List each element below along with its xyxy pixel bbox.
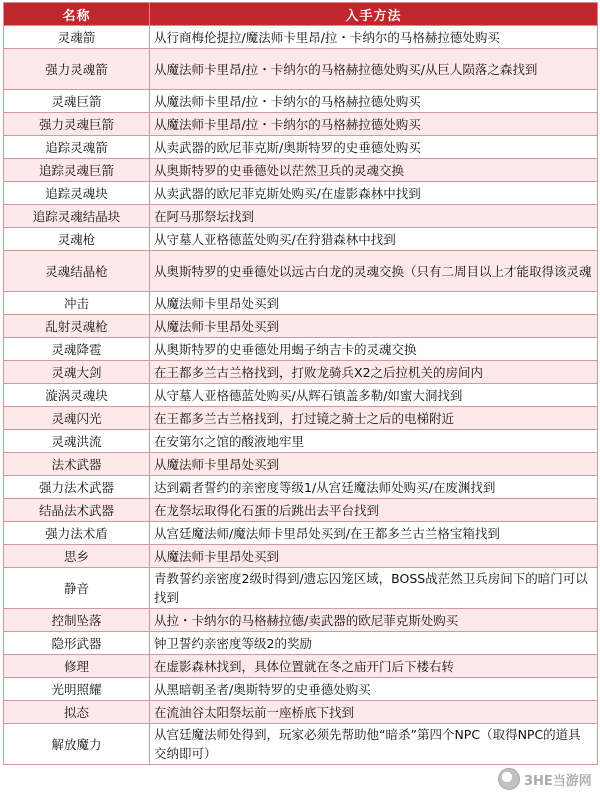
spell-name-cell: 乱射灵魂枪 xyxy=(4,315,150,338)
table-row xyxy=(4,26,598,49)
spell-name-cell: 强力法术武器 xyxy=(4,476,150,499)
table-row xyxy=(4,499,598,522)
column-header-method: 入手方法 xyxy=(150,3,598,26)
table-row xyxy=(4,724,598,765)
spell-name-cell: 结晶法术武器 xyxy=(4,499,150,522)
spell-name-cell: 灵魂巨箭 xyxy=(4,90,150,113)
acquisition-method-cell: 从魔法师卡里昂处买到 xyxy=(150,292,598,315)
table-row xyxy=(4,678,598,701)
spell-name-cell: 解放魔力 xyxy=(4,724,150,765)
acquisition-method-cell: 从行商梅伦提拉/魔法师卡里昂/拉・卡纳尔的马格赫拉德处购买 xyxy=(150,26,598,49)
spell-acquisition-table xyxy=(3,2,598,765)
table-row xyxy=(4,632,598,655)
acquisition-method-cell: 从魔法师卡里昂处买到 xyxy=(150,453,598,476)
spell-name-cell: 灵魂洪流 xyxy=(4,430,150,453)
table-row xyxy=(4,568,598,609)
acquisition-method-cell: 在龙祭坛取得化石蛋的后跳出去平台找到 xyxy=(150,499,598,522)
table-row xyxy=(4,136,598,159)
spell-name-cell: 拟态 xyxy=(4,701,150,724)
table-row xyxy=(4,545,598,568)
acquisition-method-cell: 青教誓约亲密度2级时得到/遗忘囚笼区域，BOSS战茫然卫兵房间下的暗门可以找到 xyxy=(150,568,598,609)
acquisition-method-cell: 从魔法师卡里昂处买到 xyxy=(150,545,598,568)
spell-name-cell: 追踪灵魂块 xyxy=(4,182,150,205)
table-row xyxy=(4,292,598,315)
spell-name-cell: 法术武器 xyxy=(4,453,150,476)
acquisition-method-cell: 从卖武器的欧尼菲克斯/奥斯特罗的史垂德处购买 xyxy=(150,136,598,159)
acquisition-method-cell: 在阿马那祭坛找到 xyxy=(150,205,598,228)
table-row xyxy=(4,384,598,407)
acquisition-method-cell: 从奥斯特罗的史垂德处以茫然卫兵的灵魂交换 xyxy=(150,159,598,182)
spell-name-cell: 修理 xyxy=(4,655,150,678)
table-row xyxy=(4,655,598,678)
table-row xyxy=(4,338,598,361)
spell-name-cell: 灵魂闪光 xyxy=(4,407,150,430)
acquisition-method-cell: 从宫廷魔法师处得到，玩家必须先帮助他“暗杀”第四个NPC（取得NPC的道具交纳即可） xyxy=(150,724,598,765)
acquisition-method-cell: 从卖武器的欧尼菲克斯处购买/在虚影森林中找到 xyxy=(150,182,598,205)
table-row xyxy=(4,476,598,499)
acquisition-method-cell: 从宫廷魔法师/魔法师卡里昂处买到/在王都多兰古兰格宝箱找到 xyxy=(150,522,598,545)
acquisition-method-cell: 达到霸者誓约的亲密度等级1/从宫廷魔法师处购买/在废渊找到 xyxy=(150,476,598,499)
acquisition-method-cell: 钟卫誓约亲密度等级2的奖励 xyxy=(150,632,598,655)
spell-name-cell: 隐形武器 xyxy=(4,632,150,655)
spell-name-cell: 追踪灵魂巨箭 xyxy=(4,159,150,182)
acquisition-method-cell: 从魔法师卡里昂/拉・卡纳尔的马格赫拉德处购买 xyxy=(150,113,598,136)
spell-name-cell: 灵魂枪 xyxy=(4,228,150,251)
acquisition-method-cell: 从黑暗朝圣者/奥斯特罗的史垂德处购买 xyxy=(150,678,598,701)
acquisition-method-cell: 从守墓人亚格德蓝处购买/在狩猎森林中找到 xyxy=(150,228,598,251)
spell-name-cell: 强力法术盾 xyxy=(4,522,150,545)
acquisition-method-cell: 从奥斯特罗的史垂德处用蝎子纳吉卡的灵魂交换 xyxy=(150,338,598,361)
table-row xyxy=(4,315,598,338)
table-row xyxy=(4,205,598,228)
table-row xyxy=(4,159,598,182)
table-row xyxy=(4,609,598,632)
table-row xyxy=(4,361,598,384)
spell-name-cell: 追踪灵魂结晶块 xyxy=(4,205,150,228)
acquisition-method-cell: 在流油谷太阳祭坛前一座桥底下找到 xyxy=(150,701,598,724)
acquisition-method-cell: 在虚影森林找到，具体位置就在冬之庙开门后下楼右转 xyxy=(150,655,598,678)
spell-name-cell: 光明照耀 xyxy=(4,678,150,701)
table-row xyxy=(4,251,598,292)
spell-name-cell: 思乡 xyxy=(4,545,150,568)
spell-name-cell: 强力灵魂巨箭 xyxy=(4,113,150,136)
table-row xyxy=(4,407,598,430)
table-row xyxy=(4,453,598,476)
table-header-row xyxy=(4,3,598,26)
table-row xyxy=(4,522,598,545)
column-header-name: 名称 xyxy=(4,3,150,26)
spell-name-cell: 追踪灵魂箭 xyxy=(4,136,150,159)
table-row xyxy=(4,49,598,90)
spell-name-cell: 漩涡灵魂块 xyxy=(4,384,150,407)
spell-name-cell: 灵魂箭 xyxy=(4,26,150,49)
spell-name-cell: 灵魂降雹 xyxy=(4,338,150,361)
spell-name-cell: 冲击 xyxy=(4,292,150,315)
spell-name-cell: 控制坠落 xyxy=(4,609,150,632)
spell-name-cell: 强力灵魂箭 xyxy=(4,49,150,90)
acquisition-method-cell: 在王都多兰古兰格找到，打败龙骑兵X2之后拉机关的房间内 xyxy=(150,361,598,384)
spell-name-cell: 静音 xyxy=(4,568,150,609)
acquisition-method-cell: 从奥斯特罗的史垂德处以远古白龙的灵魂交换（只有二周目以上才能取得该灵魂 xyxy=(150,251,598,292)
watermark-text: 3HE当游网 xyxy=(524,773,592,789)
table-row xyxy=(4,430,598,453)
acquisition-method-cell: 在安第尔之馆的酸液地牢里 xyxy=(150,430,598,453)
table-row xyxy=(4,228,598,251)
table-row xyxy=(4,90,598,113)
table-row xyxy=(4,701,598,724)
table-row xyxy=(4,182,598,205)
acquisition-method-cell: 在王都多兰古兰格找到，打过镜之骑士之后的电梯附近 xyxy=(150,407,598,430)
spell-name-cell: 灵魂结晶枪 xyxy=(4,251,150,292)
watermark-logo-icon xyxy=(498,768,520,790)
acquisition-method-cell: 从魔法师卡里昂/拉・卡纳尔的马格赫拉德处购买 xyxy=(150,90,598,113)
table-row xyxy=(4,113,598,136)
spell-name-cell: 灵魂大剑 xyxy=(4,361,150,384)
watermark xyxy=(498,766,594,792)
acquisition-method-cell: 从魔法师卡里昂处买到 xyxy=(150,315,598,338)
acquisition-method-cell: 从拉・卡纳尔的马格赫拉德/卖武器的欧尼菲克斯处购买 xyxy=(150,609,598,632)
table-body xyxy=(4,26,598,765)
acquisition-method-cell: 从守墓人亚格德蓝处购买/从辉石镇盖多勒/如蜜大洞找到 xyxy=(150,384,598,407)
acquisition-method-cell: 从魔法师卡里昂/拉・卡纳尔的马格赫拉德处购买/从巨人陨落之森找到 xyxy=(150,49,598,90)
